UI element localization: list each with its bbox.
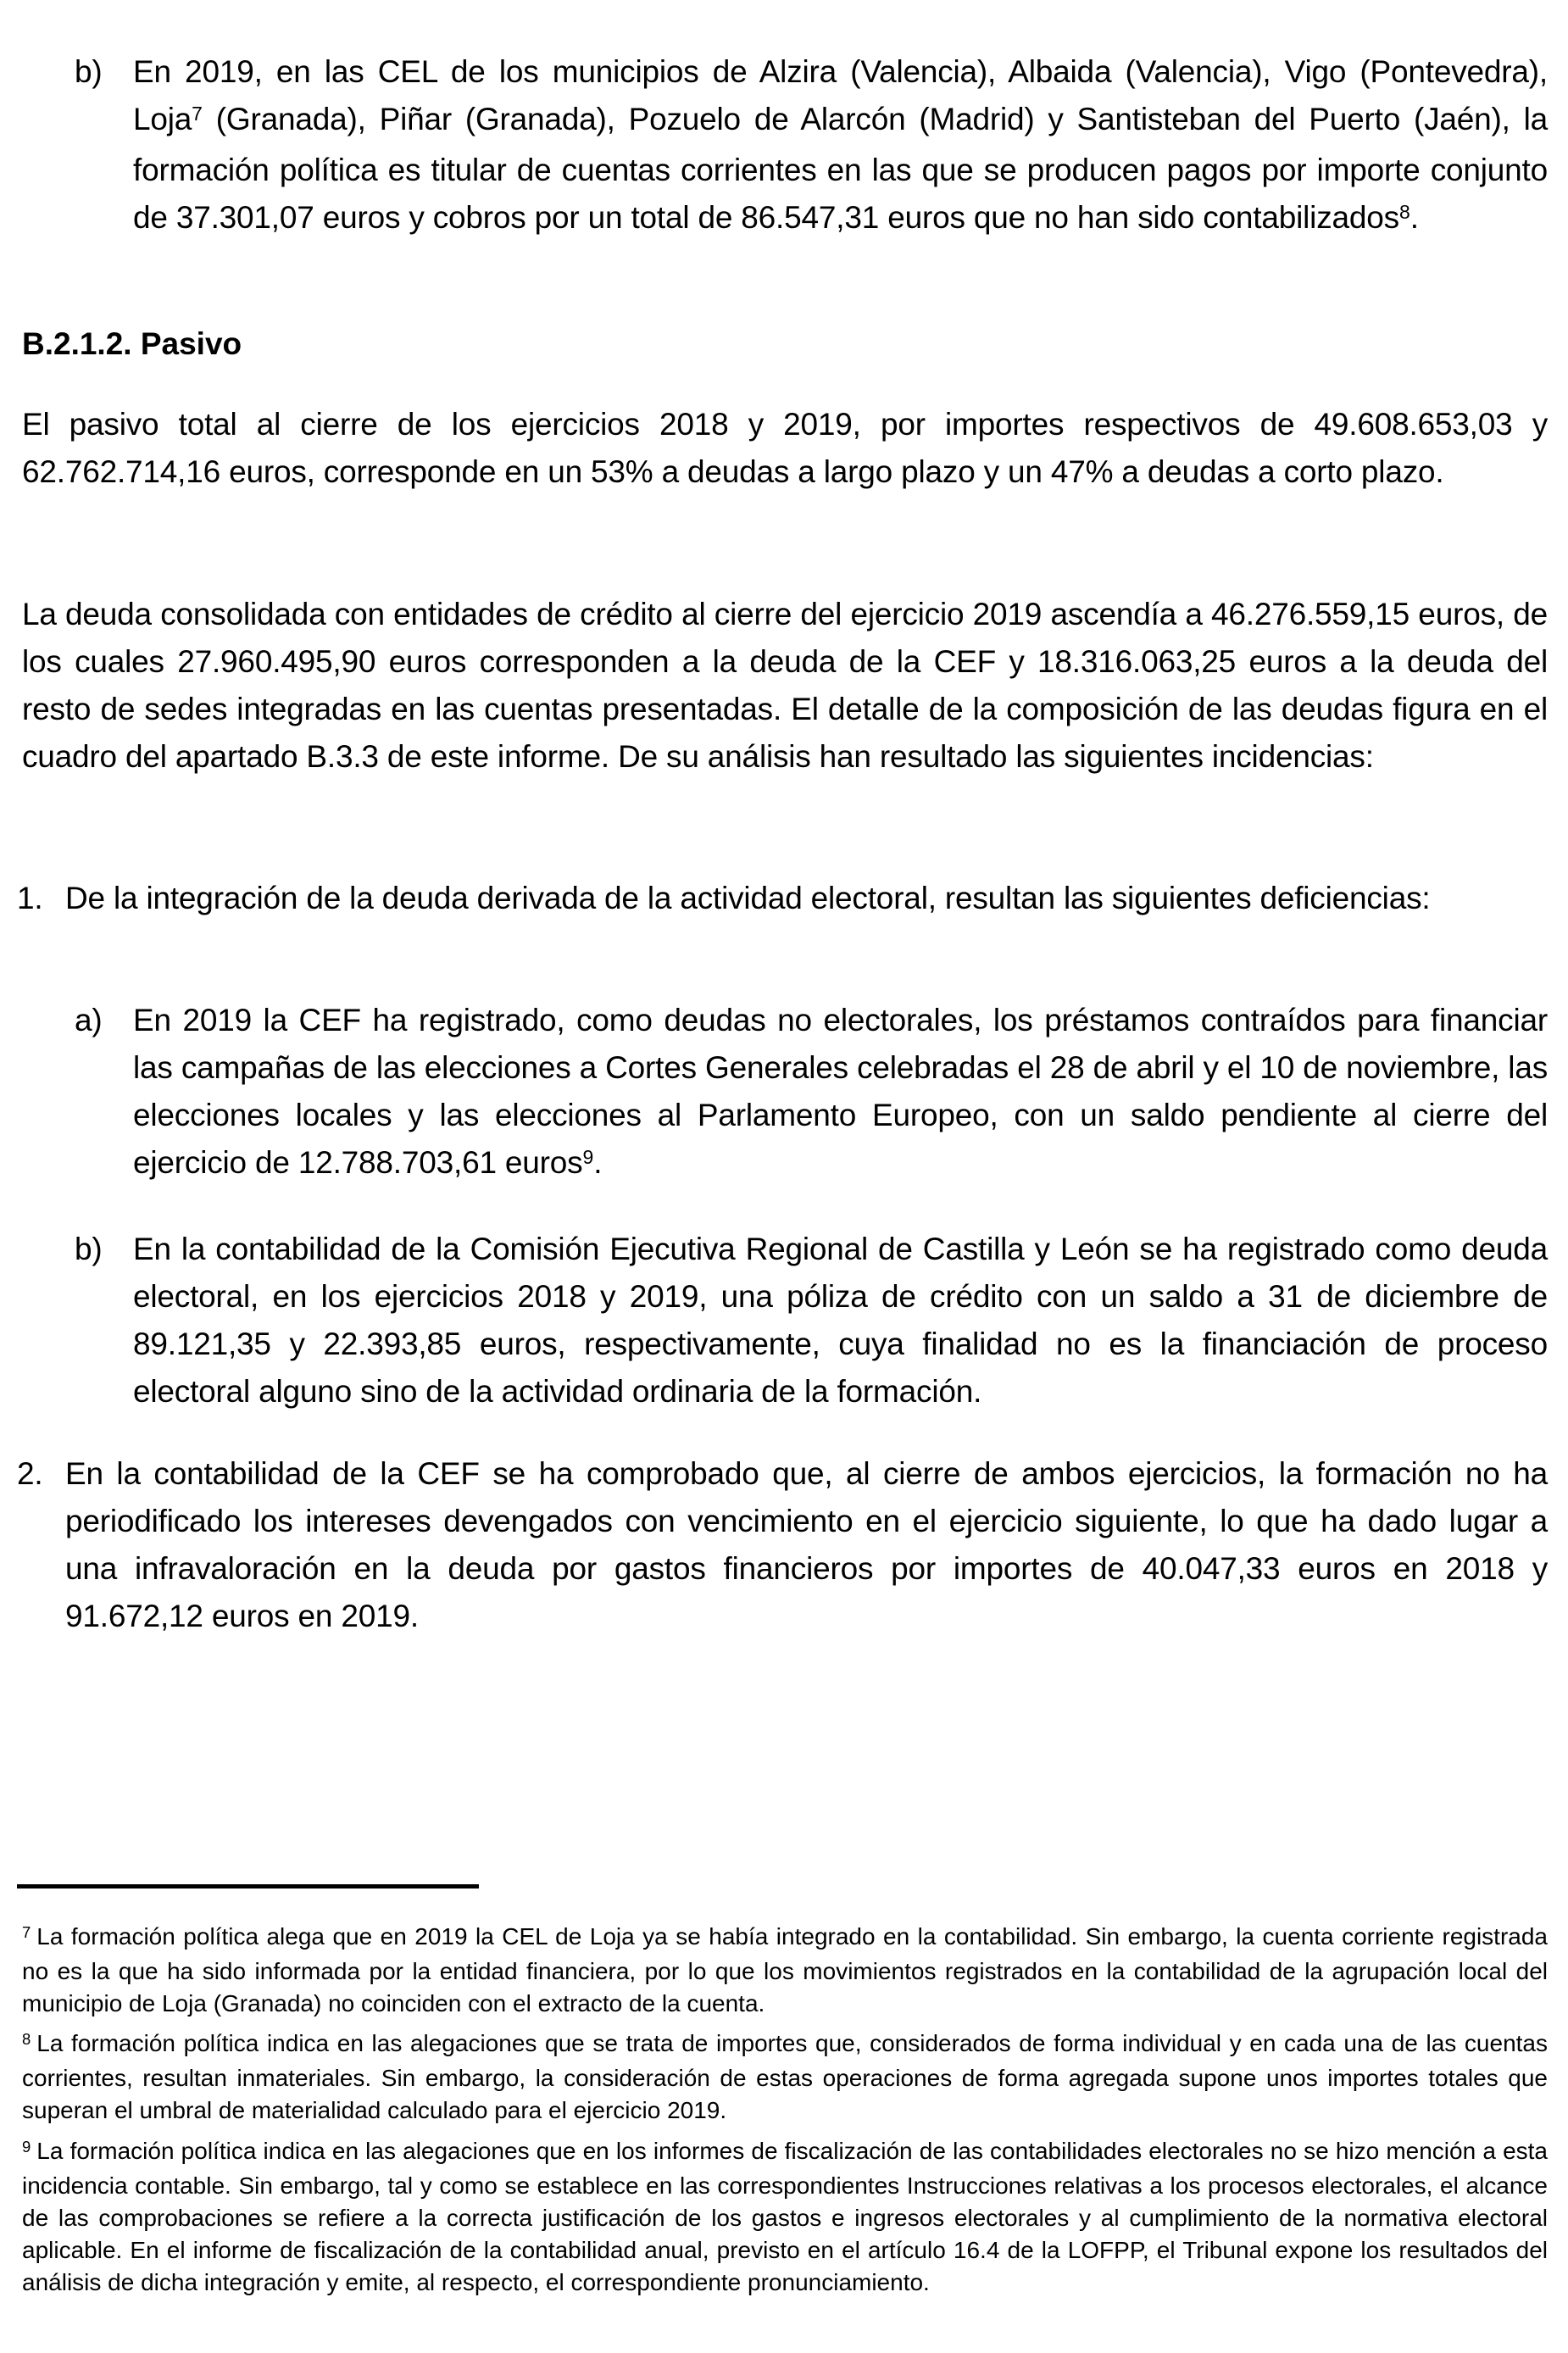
list-item-b-cuentas [0, 48, 1548, 245]
list-item-1-integracion [0, 875, 1548, 922]
list-item-1a-prestamos [0, 997, 1548, 1190]
footnote-number: 7 [22, 1922, 31, 1941]
paragraph-pasivo-total: El pasivo total al cierre de los ejercicios 2018 y 2019, por importes respectivos de 49.608.653,03 y 62.762.714,16 euros, corresponde en un 53% a deudas a largo plazo y un 47% a deudas a corto plazo. [22, 407, 1548, 489]
list-item-2-intereses [0, 1450, 1548, 1640]
section-heading-pasivo: B.2.1.2. Pasivo [22, 326, 242, 361]
paragraph-deuda-consolidada: La deuda consolidada con entidades de crédito al cierre del ejercicio 2019 ascendía a 46.276.559,15 euros, de los cuales 27.960.495,90 euros corresponden a la deuda de la CEF y 18.316.063,25 euros a la deuda del resto de sedes integradas en las cuentas presentadas. El detalle de la composición de las deudas figura en el cuadro del apartado B.3.3 de este informe. De su análisis han resultado las siguientes incidencias: [22, 597, 1548, 774]
list-item-1b-poliza [0, 1226, 1548, 1416]
footnote-text: La formación política indica en las alegaciones que se trata de importes que, considerados de forma individual y en cada una de las cuentas corrientes, resultan inmateriales. Sin embargo, la consideración de estas operaciones de forma agregada supone unos importes totales que superan el umbral de materialidad calculado para el ejercicio 2019. [22, 2030, 1548, 2123]
list-item-text: (Granada), Piñar (Granada), Pozuelo de Alarcón (Madrid) y Santisteban del Puerto (Jaén), la formación política es titular de cuentas corrientes en las que se producen pagos por importe conjunto de 37.301,07 euros y cobros por un total de 86.547,31 euros que no han sido contabilizados [133, 102, 1548, 235]
list-marker: 1. [17, 881, 43, 915]
list-item-text: De la integración de la deuda derivada de la actividad electoral, resultan las siguientes deficiencias: [65, 881, 1431, 915]
footnote-9 [22, 2135, 1548, 2299]
list-marker: a) [75, 1003, 103, 1037]
list-marker: b) [75, 54, 103, 89]
footnote-separator [17, 1884, 479, 1889]
list-item-text: En la contabilidad de la CEF se ha comprobado que, al cierre de ambos ejercicios, la formación no ha periodificado los intereses devengados con vencimiento en el ejercicio siguiente, lo que ha dado lugar a una infravaloración en la deuda por gastos financieros por importes de 40.047,33 euros en 2018 y 91.672,12 euros en 2019. [65, 1456, 1548, 1633]
footnote-ref-8: 8 [1398, 200, 1410, 223]
list-item-text: . [593, 1145, 603, 1180]
footnote-ref-7: 7 [192, 102, 203, 125]
list-marker: 2. [17, 1456, 43, 1491]
list-item-text: . [1410, 200, 1419, 235]
list-item-text: En la contabilidad de la Comisión Ejecutiva Regional de Castilla y León se ha registrado como deuda electoral, en los ejercicios 2018 y 2019, una póliza de crédito con un saldo a 31 de diciembre de 89.121,35 y 22.393,85 euros, respectivamente, cuya finalidad no es la financiación de proceso electoral alguno sino de la actividad ordinaria de la formación. [133, 1232, 1548, 1409]
footnote-text: La formación política alega que en 2019 la CEL de Loja ya se había integrado en la contabilidad. Sin embargo, la cuenta corriente registrada no es la que ha sido informada por la entidad financiera, por lo que los movimientos registrados en la contabilidad de la agrupación local del municipio de Loja (Granada) no coinciden con el extracto de la cuenta. [22, 1923, 1548, 2016]
list-item-text: En 2019, en las CEL de los municipios de Alzira (Valencia), Albaida (Valencia), Vigo (Pontevedra), Loja [133, 54, 1548, 136]
footnote-ref-9: 9 [582, 1145, 594, 1168]
footnote-7 [22, 1921, 1548, 2020]
footnote-8 [22, 2028, 1548, 2127]
footnote-number: 9 [22, 2137, 31, 2156]
footnote-number: 8 [22, 2029, 31, 2048]
list-item-text: En 2019 la CEF ha registrado, como deudas no electorales, los préstamos contraídos para financiar las campañas de las elecciones a Cortes Generales celebradas el 28 de abril y el 10 de noviembre, las elecciones locales y las elecciones al Parlamento Europeo, con un saldo pendiente al cierre del ejercicio de 12.788.703,61 euros [133, 1003, 1548, 1180]
footnote-text: La formación política indica en las alegaciones que en los informes de fiscalización de las contabilidades electorales no se hizo mención a esta incidencia contable. Sin embargo, tal y como se establece en las correspondientes Instrucciones relativas a los procesos electorales, el alcance de las comprobaciones se refiere a la correcta justificación de los gastos e ingresos electorales y al cumplimiento de la normativa electoral aplicable. En el informe de fiscalización de la contabilidad anual, previsto en el artículo 16.4 de la LOFPP, el Tribunal expone los resultados del análisis de dicha integración y emite, al respecto, el correspondiente pronunciamiento. [22, 2138, 1548, 2295]
list-marker: b) [75, 1232, 103, 1266]
